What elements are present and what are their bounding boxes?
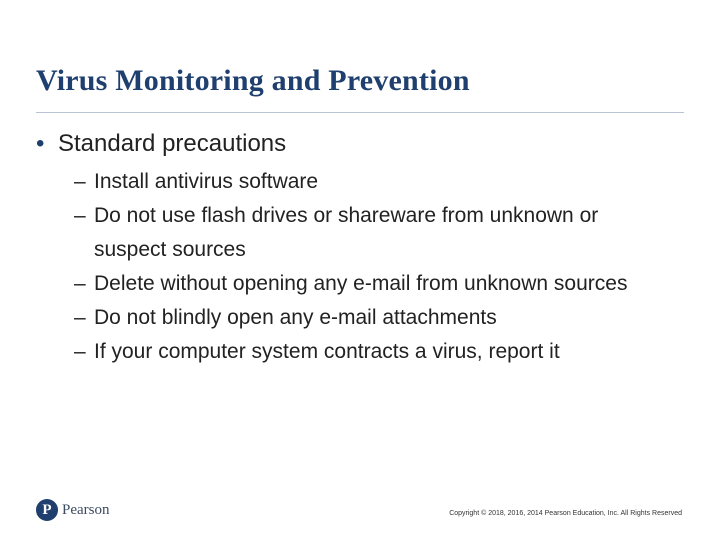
pearson-logo xyxy=(36,499,110,521)
bullet-item-standard-precautions xyxy=(36,127,696,161)
sub-bullet-text: Delete without opening any e-mail from unknown sources xyxy=(94,272,628,295)
slide-title: Virus Monitoring and Prevention xyxy=(36,64,470,97)
sub-bullet-text: Do not use flash drives or shareware from unknown or suspect sources xyxy=(94,204,599,261)
dash-icon: – xyxy=(74,340,86,363)
sub-bullet-item xyxy=(74,301,696,335)
dash-icon: – xyxy=(74,204,86,227)
dash-icon: – xyxy=(74,170,86,193)
sub-bullet-list xyxy=(74,165,696,369)
sub-bullet-text: If your computer system contracts a virus, report it xyxy=(94,340,560,363)
dash-icon: – xyxy=(74,272,86,295)
sub-bullet-text: Install antivirus software xyxy=(94,170,319,193)
bullet-icon: • xyxy=(36,130,45,157)
sub-bullet-item xyxy=(74,199,696,267)
bullet-list xyxy=(36,127,696,369)
sub-bullet-text: Do not blindly open any e-mail attachments xyxy=(94,306,497,329)
dash-icon: – xyxy=(74,306,86,329)
pearson-wordmark: Pearson xyxy=(62,501,110,518)
pearson-badge-letter: P xyxy=(42,502,52,518)
sub-bullet-item xyxy=(74,267,696,301)
copyright-notice: Copyright © 2018, 2016, 2014 Pearson Education, Inc. All Rights Reserved xyxy=(449,510,682,517)
bullet-text: Standard precautions xyxy=(58,130,287,157)
sub-bullet-item xyxy=(74,165,696,199)
title-divider xyxy=(36,112,684,113)
sub-bullet-item xyxy=(74,335,696,369)
pearson-badge-icon xyxy=(36,499,58,521)
